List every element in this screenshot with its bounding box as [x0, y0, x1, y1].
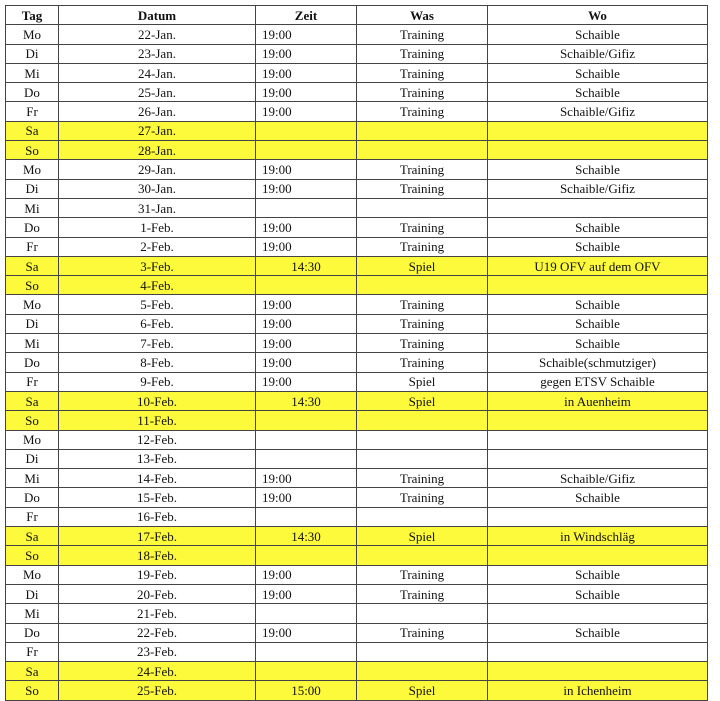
cell-datum: 5-Feb.	[59, 295, 256, 314]
cell-wo: Schaible	[488, 83, 708, 102]
cell-was: Training	[357, 179, 488, 198]
table-row	[6, 295, 708, 314]
table-row	[6, 623, 708, 642]
table-row	[6, 681, 708, 700]
cell-wo: Schaible/Gifiz	[488, 44, 708, 63]
cell-tag: Di	[6, 314, 59, 333]
cell-tag: Di	[6, 44, 59, 63]
cell-datum: 15-Feb.	[59, 488, 256, 507]
table-row	[6, 565, 708, 584]
cell-wo: in Ichenheim	[488, 681, 708, 700]
table-row	[6, 546, 708, 565]
cell-tag: Mi	[6, 334, 59, 353]
cell-zeit	[256, 141, 357, 160]
cell-zeit: 19:00	[256, 25, 357, 44]
cell-was: Training	[357, 218, 488, 237]
cell-zeit	[256, 411, 357, 430]
cell-datum: 18-Feb.	[59, 546, 256, 565]
table-row	[6, 584, 708, 603]
table-row	[6, 102, 708, 121]
cell-zeit	[256, 507, 357, 526]
cell-wo: Schaible	[488, 160, 708, 179]
table-row	[6, 25, 708, 44]
cell-zeit	[256, 276, 357, 295]
table-row	[6, 353, 708, 372]
cell-zeit: 19:00	[256, 218, 357, 237]
cell-datum: 12-Feb.	[59, 430, 256, 449]
cell-was	[357, 198, 488, 217]
table-row	[6, 449, 708, 468]
cell-datum: 22-Jan.	[59, 25, 256, 44]
cell-tag: Do	[6, 83, 59, 102]
cell-wo: in Windschläg	[488, 527, 708, 546]
cell-zeit: 19:00	[256, 353, 357, 372]
cell-zeit	[256, 121, 357, 140]
cell-was: Training	[357, 160, 488, 179]
cell-wo: Schaible	[488, 25, 708, 44]
cell-was: Spiel	[357, 527, 488, 546]
cell-wo	[488, 642, 708, 661]
table-row	[6, 218, 708, 237]
cell-zeit: 19:00	[256, 63, 357, 82]
cell-datum: 26-Jan.	[59, 102, 256, 121]
cell-wo	[488, 546, 708, 565]
cell-wo: Schaible	[488, 237, 708, 256]
cell-zeit: 19:00	[256, 179, 357, 198]
cell-datum: 25-Feb.	[59, 681, 256, 700]
cell-zeit: 19:00	[256, 623, 357, 642]
cell-was: Spiel	[357, 256, 488, 275]
cell-was: Training	[357, 488, 488, 507]
cell-was: Spiel	[357, 372, 488, 391]
cell-wo	[488, 449, 708, 468]
cell-tag: Do	[6, 488, 59, 507]
table-row	[6, 469, 708, 488]
cell-wo: Schaible	[488, 63, 708, 82]
header-wo: Wo	[488, 6, 708, 25]
cell-wo	[488, 198, 708, 217]
cell-was: Training	[357, 623, 488, 642]
cell-wo: Schaible	[488, 218, 708, 237]
cell-was	[357, 662, 488, 681]
table-row	[6, 662, 708, 681]
cell-zeit	[256, 198, 357, 217]
header-datum: Datum	[59, 6, 256, 25]
cell-was	[357, 642, 488, 661]
cell-datum: 23-Feb.	[59, 642, 256, 661]
cell-wo: gegen ETSV Schaible	[488, 372, 708, 391]
header-zeit: Zeit	[256, 6, 357, 25]
cell-wo	[488, 411, 708, 430]
cell-tag: So	[6, 141, 59, 160]
table-row	[6, 391, 708, 410]
cell-was	[357, 604, 488, 623]
header-tag: Tag	[6, 6, 59, 25]
cell-zeit	[256, 604, 357, 623]
cell-was: Spiel	[357, 681, 488, 700]
cell-was	[357, 430, 488, 449]
table-row	[6, 334, 708, 353]
cell-wo: Schaible	[488, 488, 708, 507]
cell-wo	[488, 276, 708, 295]
cell-tag: Fr	[6, 372, 59, 391]
table-row	[6, 276, 708, 295]
cell-zeit: 19:00	[256, 160, 357, 179]
cell-tag: Fr	[6, 642, 59, 661]
cell-tag: Sa	[6, 391, 59, 410]
cell-wo: Schaible	[488, 334, 708, 353]
cell-datum: 29-Jan.	[59, 160, 256, 179]
cell-zeit: 19:00	[256, 102, 357, 121]
table-row	[6, 160, 708, 179]
cell-tag: Mi	[6, 198, 59, 217]
cell-datum: 24-Feb.	[59, 662, 256, 681]
cell-zeit: 19:00	[256, 565, 357, 584]
cell-tag: Do	[6, 353, 59, 372]
cell-datum: 25-Jan.	[59, 83, 256, 102]
table-row	[6, 121, 708, 140]
cell-zeit: 19:00	[256, 584, 357, 603]
cell-zeit	[256, 642, 357, 661]
cell-wo: Schaible	[488, 295, 708, 314]
cell-wo: Schaible(schmutziger)	[488, 353, 708, 372]
cell-zeit: 14:30	[256, 527, 357, 546]
cell-zeit: 14:30	[256, 391, 357, 410]
cell-tag: Fr	[6, 507, 59, 526]
cell-wo	[488, 662, 708, 681]
cell-datum: 2-Feb.	[59, 237, 256, 256]
cell-wo: U19 OFV auf dem OFV	[488, 256, 708, 275]
cell-datum: 21-Feb.	[59, 604, 256, 623]
cell-tag: So	[6, 681, 59, 700]
cell-was: Training	[357, 314, 488, 333]
cell-wo	[488, 141, 708, 160]
cell-wo: Schaible	[488, 314, 708, 333]
cell-datum: 4-Feb.	[59, 276, 256, 295]
cell-tag: Mi	[6, 469, 59, 488]
cell-datum: 28-Jan.	[59, 141, 256, 160]
cell-wo: Schaible	[488, 565, 708, 584]
cell-wo	[488, 604, 708, 623]
cell-datum: 22-Feb.	[59, 623, 256, 642]
cell-tag: So	[6, 411, 59, 430]
table-row	[6, 527, 708, 546]
cell-datum: 23-Jan.	[59, 44, 256, 63]
cell-tag: Mi	[6, 604, 59, 623]
cell-was: Training	[357, 102, 488, 121]
cell-tag: Sa	[6, 527, 59, 546]
cell-datum: 14-Feb.	[59, 469, 256, 488]
cell-datum: 11-Feb.	[59, 411, 256, 430]
cell-wo	[488, 507, 708, 526]
cell-tag: Mo	[6, 25, 59, 44]
cell-datum: 6-Feb.	[59, 314, 256, 333]
cell-zeit: 19:00	[256, 469, 357, 488]
cell-tag: Mi	[6, 63, 59, 82]
cell-datum: 16-Feb.	[59, 507, 256, 526]
cell-zeit	[256, 662, 357, 681]
cell-datum: 1-Feb.	[59, 218, 256, 237]
cell-zeit: 19:00	[256, 83, 357, 102]
cell-was	[357, 546, 488, 565]
cell-datum: 19-Feb.	[59, 565, 256, 584]
cell-wo: Schaible	[488, 584, 708, 603]
cell-datum: 13-Feb.	[59, 449, 256, 468]
table-row	[6, 642, 708, 661]
cell-was: Training	[357, 44, 488, 63]
cell-was	[357, 276, 488, 295]
cell-wo	[488, 430, 708, 449]
table-row	[6, 314, 708, 333]
cell-zeit: 14:30	[256, 256, 357, 275]
cell-tag: Sa	[6, 256, 59, 275]
cell-tag: Mo	[6, 160, 59, 179]
cell-was: Training	[357, 83, 488, 102]
cell-zeit: 19:00	[256, 314, 357, 333]
cell-zeit	[256, 449, 357, 468]
cell-tag: Sa	[6, 121, 59, 140]
table-row	[6, 411, 708, 430]
cell-zeit	[256, 546, 357, 565]
cell-datum: 10-Feb.	[59, 391, 256, 410]
cell-was	[357, 411, 488, 430]
cell-datum: 27-Jan.	[59, 121, 256, 140]
cell-datum: 30-Jan.	[59, 179, 256, 198]
cell-was: Training	[357, 25, 488, 44]
cell-wo: Schaible/Gifiz	[488, 469, 708, 488]
cell-wo: Schaible	[488, 623, 708, 642]
cell-was: Training	[357, 63, 488, 82]
cell-zeit: 19:00	[256, 488, 357, 507]
cell-was: Training	[357, 469, 488, 488]
cell-tag: Mo	[6, 295, 59, 314]
cell-was	[357, 141, 488, 160]
cell-zeit: 15:00	[256, 681, 357, 700]
cell-datum: 17-Feb.	[59, 527, 256, 546]
cell-was	[357, 121, 488, 140]
cell-wo: Schaible/Gifiz	[488, 179, 708, 198]
cell-tag: Do	[6, 623, 59, 642]
cell-was	[357, 449, 488, 468]
cell-zeit: 19:00	[256, 372, 357, 391]
cell-tag: So	[6, 276, 59, 295]
cell-was	[357, 507, 488, 526]
cell-was: Training	[357, 334, 488, 353]
cell-datum: 31-Jan.	[59, 198, 256, 217]
table-row	[6, 83, 708, 102]
cell-tag: Di	[6, 179, 59, 198]
cell-wo: in Auenheim	[488, 391, 708, 410]
schedule-table	[5, 5, 708, 701]
cell-tag: Mo	[6, 430, 59, 449]
cell-wo	[488, 121, 708, 140]
cell-tag: Do	[6, 218, 59, 237]
cell-zeit	[256, 430, 357, 449]
schedule-container	[5, 5, 702, 701]
cell-tag: So	[6, 546, 59, 565]
cell-wo: Schaible/Gifiz	[488, 102, 708, 121]
table-row	[6, 256, 708, 275]
cell-was: Training	[357, 295, 488, 314]
table-row	[6, 141, 708, 160]
cell-was: Training	[357, 237, 488, 256]
cell-zeit: 19:00	[256, 237, 357, 256]
table-row	[6, 604, 708, 623]
cell-was: Spiel	[357, 391, 488, 410]
header-row	[6, 6, 708, 25]
table-row	[6, 488, 708, 507]
cell-datum: 7-Feb.	[59, 334, 256, 353]
cell-datum: 8-Feb.	[59, 353, 256, 372]
schedule-body	[6, 25, 708, 700]
cell-datum: 3-Feb.	[59, 256, 256, 275]
cell-datum: 24-Jan.	[59, 63, 256, 82]
table-row	[6, 63, 708, 82]
cell-was: Training	[357, 584, 488, 603]
table-row	[6, 237, 708, 256]
table-row	[6, 44, 708, 63]
cell-was: Training	[357, 353, 488, 372]
cell-tag: Di	[6, 584, 59, 603]
cell-tag: Mo	[6, 565, 59, 584]
cell-zeit: 19:00	[256, 44, 357, 63]
table-row	[6, 198, 708, 217]
cell-datum: 9-Feb.	[59, 372, 256, 391]
cell-zeit: 19:00	[256, 334, 357, 353]
cell-tag: Di	[6, 449, 59, 468]
cell-datum: 20-Feb.	[59, 584, 256, 603]
cell-tag: Fr	[6, 102, 59, 121]
cell-tag: Sa	[6, 662, 59, 681]
table-row	[6, 507, 708, 526]
table-row	[6, 372, 708, 391]
cell-tag: Fr	[6, 237, 59, 256]
header-was: Was	[357, 6, 488, 25]
table-row	[6, 179, 708, 198]
cell-was: Training	[357, 565, 488, 584]
cell-zeit: 19:00	[256, 295, 357, 314]
table-row	[6, 430, 708, 449]
